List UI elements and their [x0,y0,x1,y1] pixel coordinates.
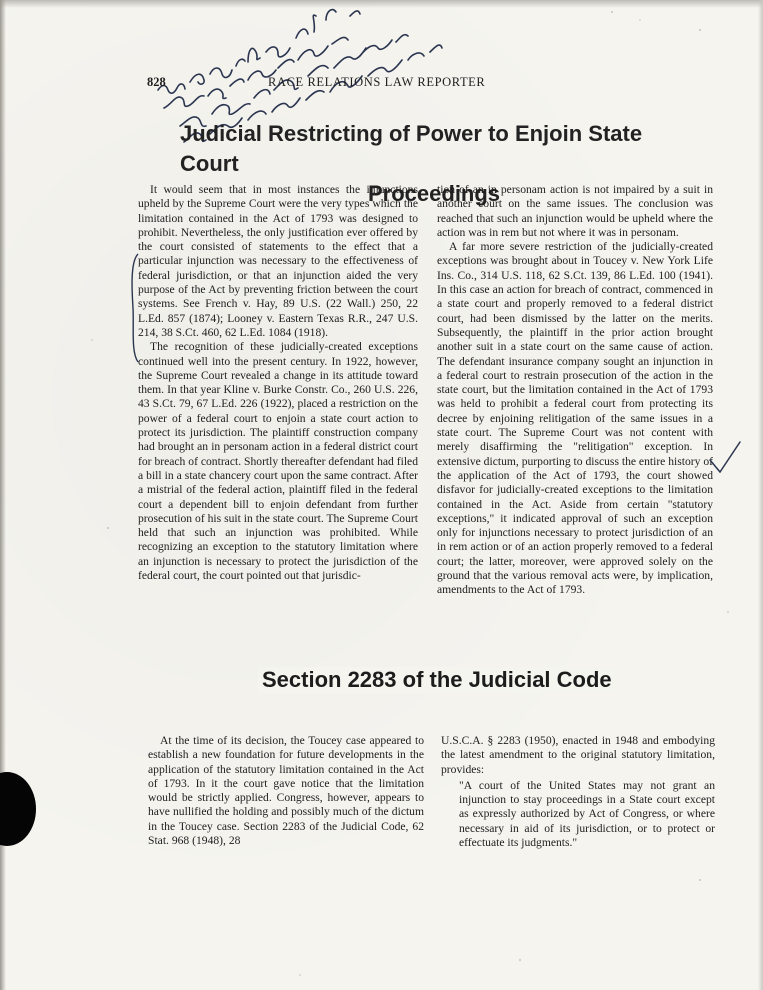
column-right-top [437,183,713,598]
page-number: 828 [147,75,166,89]
scan-edge-shadow-right [758,0,763,990]
article-title-line2: Proceedings [368,181,501,206]
section-heading: Section 2283 of the Judicial Code [258,667,616,693]
column-right-bottom [441,734,715,850]
paragraph: It would seem that in most instances the injunctions upheld by the Supreme Court were the very types which the limitation contained in the Act of 1793 was designed to prohibit. Nevertheless, the only justification ever offered by the court consisted of statements to the effect that a particular injunction was necessary to the effectiveness of federal jurisdiction, or that an injunction aided the very purpose of the Act by preventing friction between the court systems. See French v. Hay, 89 U.S. (22 Wall.) 250, 22 L.Ed. 857 (1874); Looney v. Eastern Texas R.R., 247 U.S. 214, 38 S.Ct. 460, 62 L.Ed. 1084 (1918). [138,183,418,339]
paragraph: A far more severe restriction of the judicially-created exceptions was brought about in Toucey v. New York Life Ins. Co., 314 U.S. 118, 62 S.Ct. 139, 86 L.Ed. 100 (1941). In this case an action for breach of contract, commenced in a state court and properly removed to a federal district court, had been dismissed by the latter on the merits. Subsequently, the plaintiff in the prior action brought another suit in a state court on the same cause of action. The defendant insurance company sought an injunction in a federal court to restrain prosecution of the action in the state court, but the limitation contained in the Act of 1793 was held to prohibit a federal court from protecting its decree by enjoining relitigation of the same issues in a state court. The Supreme Court was not content with merely disaffirming the "relitigation" exception. In extensive dictum, purporting to discuss the entire history of the application of the Act of 1793, the court showed disfavor for judicially-created exceptions to the limitation contained in the Act. Aside from certain "statutory exceptions," it indicated approval of such an exception only for injunctions necessary to protect jurisdiction of an in rem action or of an action properly removed to a federal court; the latter, moreover, were approved solely on the ground that the various removal acts were, by implication, amendments to the Act of 1793. [437,240,713,597]
binder-punch-hole [0,772,36,846]
article-title-line1: Judicial Restricting of Power to Enjoin State Court [180,121,643,176]
running-header: RACE RELATIONS LAW REPORTER [268,75,486,89]
statute-quote: "A court of the United States may not grant an injunction to stay proceedings in a State court except as expressly authorized by Act of Congress, or where necessary in aid of its jurisdiction, or to protect or effectuate its judgments." [459,778,715,850]
column-left-top [138,183,418,583]
paragraph: The recognition of these judicially-created exceptions continued well into the present century. In 1922, however, the Supreme Court revealed a change in its attitude toward them. In that year Kline v. Burke Constr. Co., 260 U.S. 226, 43 S.Ct. 79, 67 L.Ed. 226 (1922), placed a restriction on the power of a federal court to enjoin a state court action to protect its jurisdiction. The plaintiff construction company had brought an in personam action in a federal district court for breach of contract. Shortly thereafter defendant had filed a bill in a state chancery court upon the same contract. After a mistrial of the federal action, plaintiff filed in the federal court a dependent bill to enjoin defendant from further prosecution of his suit in the state court. The Supreme Court held that such an injunction was prohibited. While recognizing an exception to the statutory limitation where an injunction is necessary to protect the jurisdiction of the federal court, the court pointed out that jurisdic- [138,340,418,583]
column-left-bottom [148,734,424,848]
paragraph: tion of an in personam action is not impaired by a suit in another court on the same issues. The conclusion was reached that such an injunction would be upheld where the action was in rem but not where it was in personam. [437,183,713,239]
margin-bracket-mark [128,252,140,364]
margin-check-mark [708,440,742,476]
paragraph: U.S.C.A. § 2283 (1950), enacted in 1948 and embodying the latest amendment to the original statutory limitation, provides: [441,734,715,776]
paragraph: At the time of its decision, the Toucey case appeared to establish a new foundation for future developments in the application of the statutory limitation contained in the Act of 1793. In it the court gave notice that the limitation would be strictly applied. Congress, however, appears to have nullified the holding and possibly much of the dictum in the Toucey case. Section 2283 of the Judicial Code, 62 Stat. 968 (1948), 28 [148,734,424,848]
